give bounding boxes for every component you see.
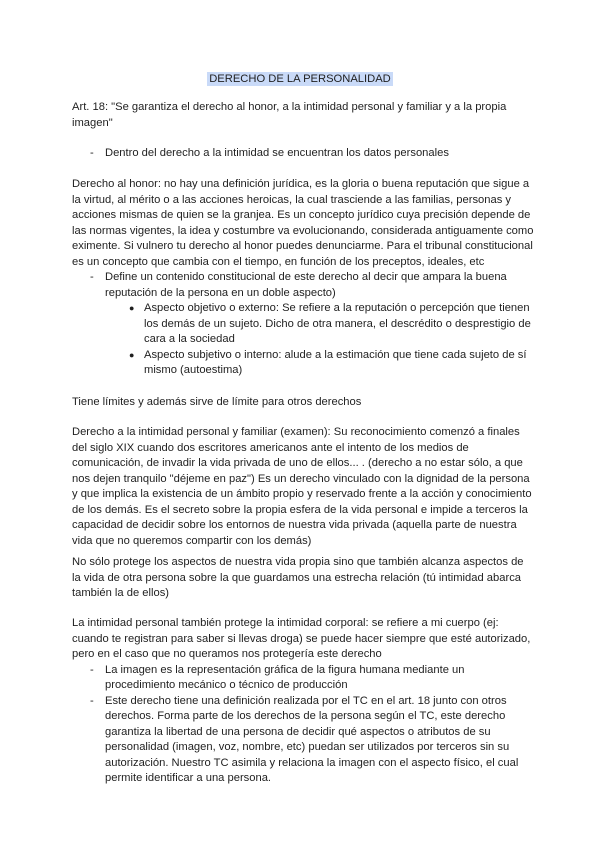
limites-paragraph: Tiene límites y además sirve de límite para otros derechos: [72, 396, 362, 408]
list-item: [72, 146, 534, 162]
list-item-text: La imagen es la representación gráfica de la figura humana mediante un procedimiento mecánico o técnico de producción: [105, 663, 465, 691]
honor-block: [72, 177, 534, 379]
list-item: [72, 663, 534, 694]
list-item: [72, 301, 534, 348]
intimidad-block: [72, 425, 534, 549]
corporal-paragraph: La intimidad personal también protege la intimidad corporal: se refiere a mi cuerpo (ej: cuando te registran para saber si llevas droga) se puede hacer siempre que esté autorizado, pero en el caso que no queramos nos protegería este derecho: [72, 617, 531, 660]
list-item-text: Define un contenido constitucional de este derecho al decir que ampara la buena reputación de la persona en un doble aspecto): [105, 271, 507, 299]
no-solo-paragraph: No sólo protege los aspectos de nuestra vida propia sino que también alcanza aspectos de la vida de otra persona sobre la que guardamos una estrecha relación (tú intimidad abarca también la de ellos): [72, 556, 524, 599]
dash-marker: -: [90, 147, 94, 159]
intimidad-datos-block: [72, 146, 534, 162]
bullet-marker: ●: [129, 303, 135, 313]
dash-marker: -: [90, 663, 94, 676]
list-item: [72, 348, 534, 379]
dash-marker: -: [90, 271, 94, 283]
list-item: [72, 694, 534, 787]
dash-marker: -: [90, 694, 94, 707]
intimidad-paragraph: Derecho a la intimidad personal y familiar (examen): Su reconocimiento comenzó a finales del siglo XIX cuando dos escritores americanos ante el intento de los medios de comunicación, de invadir la vida privada de uno de ellos... . (derecho a no estar sólo, a que nos dejen tranquilo "déjeme en paz") Es un derecho vinculado con la dignidad de la persona y que implica la existencia de un ámbito propio y reservado frente a la acción y conocimiento de los demás. Es el secreto sobre la propia esfera de la vida personal e impide a terceros la capacidad de decidir sobre los entornos de nuestra vida privada (aquella parte de nuestra vida que no queremos compartir con los demás): [72, 426, 532, 547]
limites-block: [72, 395, 534, 411]
list-item-text: Aspecto objetivo o externo: Se refiere a la reputación o percepción que tienen los demás de un sujeto. Dicho de otra manera, el descrédito o desprestigio de cara a la sociedad: [144, 302, 531, 345]
corporal-block: [72, 616, 534, 787]
page-title: DERECHO DE LA PERSONALIDAD: [209, 73, 391, 85]
list-item-text: Dentro del derecho a la intimidad se encuentran los datos personales: [105, 147, 449, 159]
page-title-row: [0, 72, 600, 88]
list-item: [72, 270, 534, 301]
art18-paragraph: Art. 18: "Se garantiza el derecho al honor, a la intimidad personal y familiar y a la propia imagen": [72, 101, 507, 129]
list-item-text: Aspecto subjetivo o interno: alude a la estimación que tiene cada sujeto de sí mismo (autoestima): [144, 348, 527, 376]
art18-block: [72, 100, 534, 131]
bullet-marker: ●: [129, 349, 135, 360]
honor-paragraph: Derecho al honor: no hay una definición jurídica, es la gloria o buena reputación que sigue a la virtud, al mérito o a las acciones heroicas, la cual trasciende a las familias, personas y acciones mismas de quien se la granjea. Es un concepto jurídico cuya precisión depende de las normas vigentes, la idea y costumbre va evolucionando, considerada antiguamente como eximente. Si vulnero tu derecho al honor puedes denunciarme. Para el tribunal constitucional es un concepto que cambia con el tiempo, en función de los preceptos, ideales, etc: [72, 178, 534, 268]
no-solo-block: [72, 555, 534, 602]
list-item-text: Este derecho tiene una definición realizada por el TC en el art. 18 junto con otros derechos. Forma parte de los derechos de la persona según el TC, este derecho garantiza la libertad de una persona de decidir qué aspectos o atributos de su personalidad (imagen, voz, nombre, etc) puedan ser utilizados por terceros sin su autorización. Nuestro TC asimila y relaciona la imagen con el aspecto físico, el cual permite identificar a una persona.: [105, 694, 519, 784]
